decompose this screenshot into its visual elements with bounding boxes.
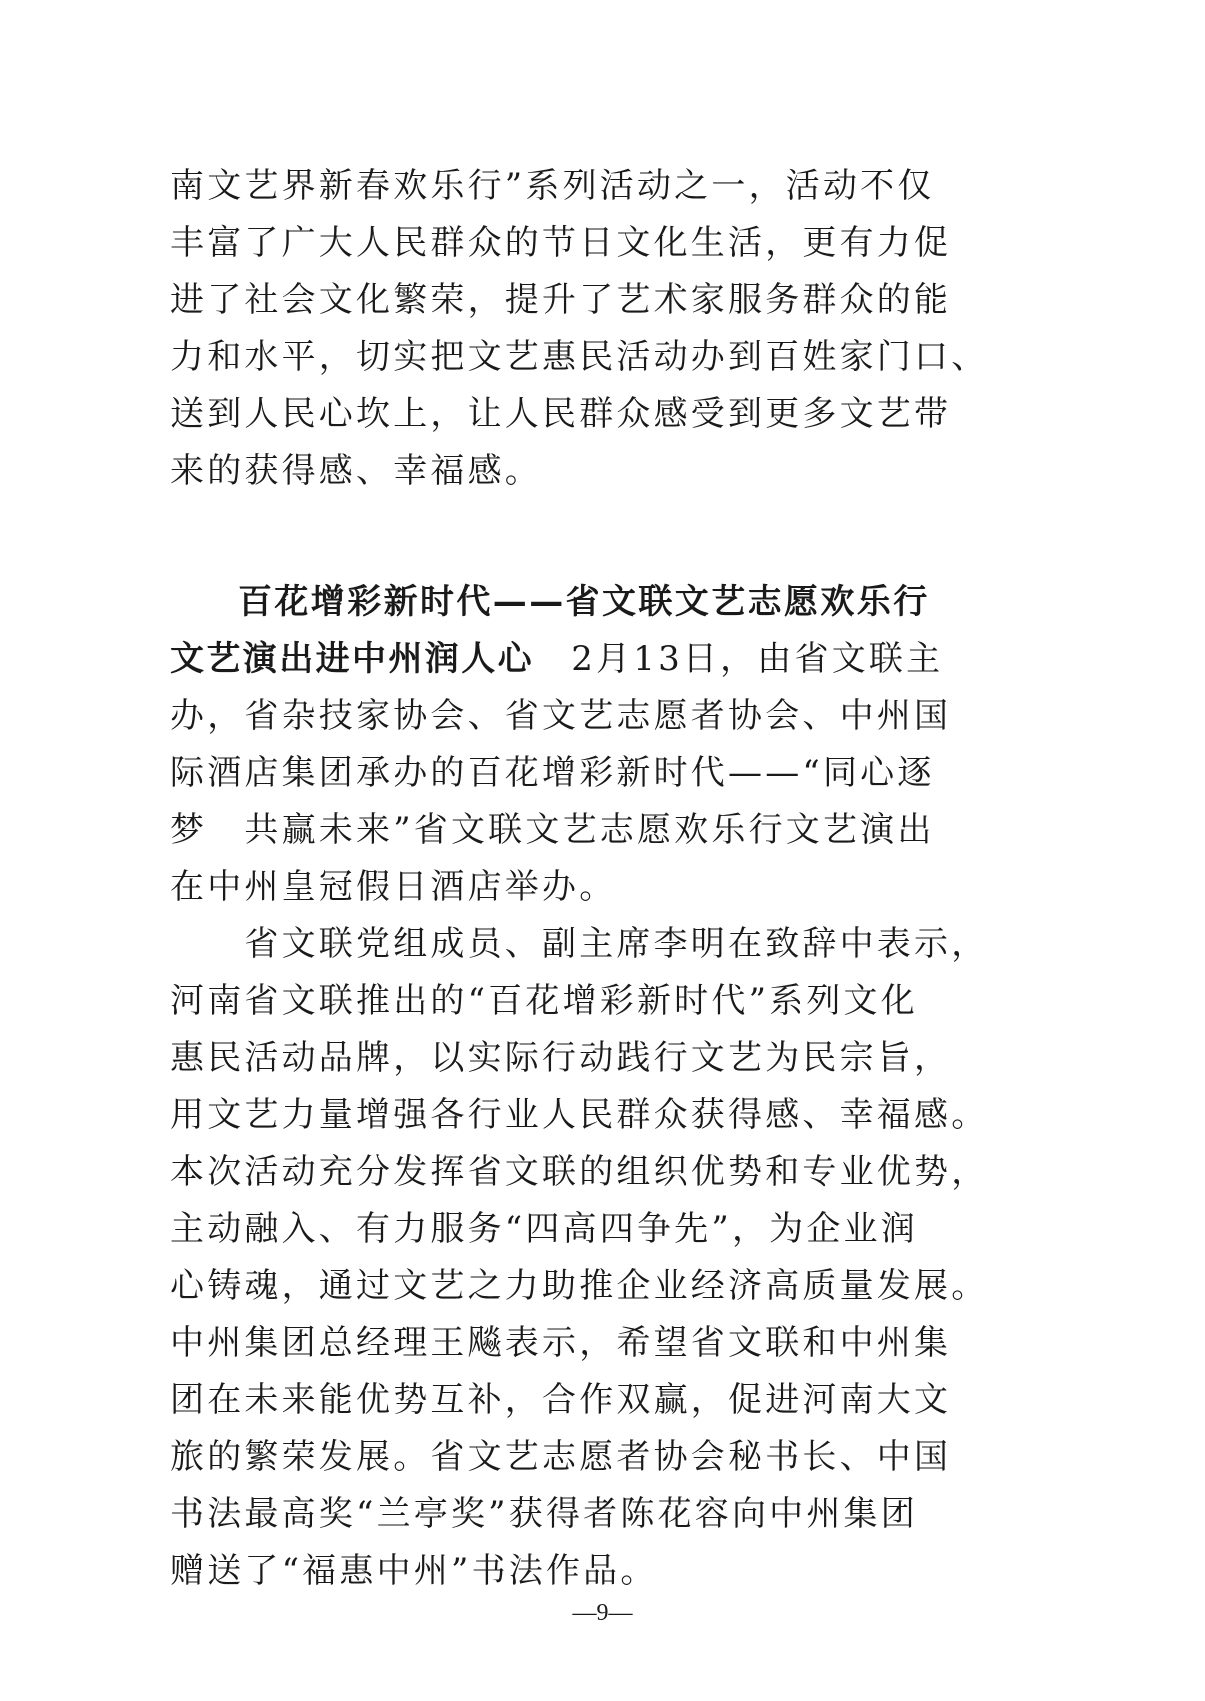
text-line: 赠送了“福惠中州”书法作品。 (170, 1551, 658, 1591)
text-line: 团在未来能优势互补，合作双赢，促进河南大文 (170, 1380, 952, 1420)
text-line: 来的获得感、幸福感。 (170, 451, 542, 491)
text-line: 本次活动充分发挥省文联的组织优势和专业优势， (170, 1152, 989, 1192)
text-run: 2月13日，由省文联主 (534, 639, 944, 679)
text-line: 力和水平，切实把文艺惠民活动办到百姓家门口、 (170, 337, 989, 377)
text-line: 送到人民心坎上，让人民群众感受到更多文艺带 (170, 394, 952, 434)
text-line: 进了社会文化繁荣，提升了艺术家服务群众的能 (170, 280, 952, 320)
document-page (170, 158, 989, 1600)
text-line: 河南省文联推出的“百花增彩新时代”系列文化 (170, 981, 918, 1021)
text-line: 中州集团总经理王飚表示，希望省文联和中州集 (170, 1323, 952, 1363)
text-line: 主动融入、有力服务“四高四争先”，为企业润 (170, 1209, 918, 1249)
text-line: 梦 共赢未来”省文联文艺志愿欢乐行文艺演出 (170, 810, 935, 850)
text-line: 丰富了广大人民群众的节日文化生活，更有力促 (170, 223, 952, 263)
section-heading: 百花增彩新时代——省文联文艺志愿欢乐行 (238, 582, 930, 622)
text-line: 际酒店集团承办的百花增彩新时代——“同心逐 (170, 753, 935, 793)
page-number: —9— (572, 1600, 633, 1626)
heading-line-2 (170, 631, 945, 688)
text-line: 办，省杂技家协会、省文艺志愿者协会、中州国 (170, 696, 952, 736)
text-line: 书法最高奖“兰亭奖”获得者陈花容向中州集团 (170, 1494, 918, 1534)
text-line: 旅的繁荣发展。省文艺志愿者协会秘书长、中国 (170, 1437, 952, 1477)
paragraph-continued (170, 158, 989, 500)
paragraph (170, 916, 989, 1600)
section-news-item (170, 574, 952, 916)
section-gap (170, 500, 945, 574)
text-line: 在中州皇冠假日酒店举办。 (170, 867, 617, 907)
section-heading-continued: 文艺演出进中州润人心 (170, 639, 534, 679)
text-line: 用文艺力量增强各行业人民群众获得感、幸福感。 (170, 1095, 989, 1135)
text-line: 南文艺界新春欢乐行”系列活动之一，活动不仅 (170, 166, 935, 206)
text-line: 省文联党组成员、副主席李明在致辞中表示， (170, 924, 989, 964)
text-line: 心铸魂，通过文艺之力助推企业经济高质量发展。 (170, 1266, 989, 1306)
text-line: 惠民活动品牌，以实际行动践行文艺为民宗旨， (170, 1038, 952, 1078)
